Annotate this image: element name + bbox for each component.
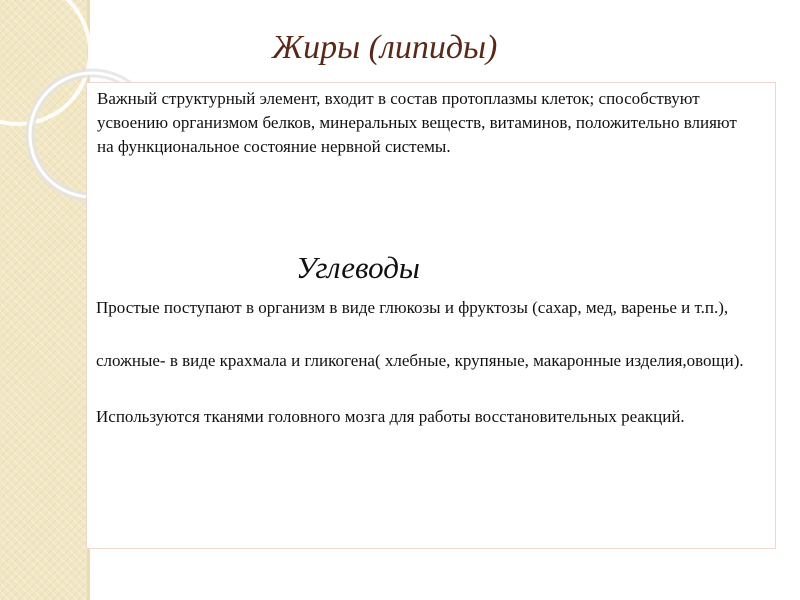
slide-title: Жиры (липиды) (272, 29, 498, 66)
carbs-usage-paragraph: Используются тканями головного мозга для работы восстановительных реакций. (96, 407, 685, 426)
carbs-complex-paragraph: сложные- в виде крахмала и гликогена( хлебные, крупяные, макаронные изделия,овощи). (96, 351, 744, 370)
lipids-paragraph: Важный структурный элемент, входит в состав протоплазмы клеток; способствуют усвоению организмом белков, минеральных веществ, витаминов, положительно влияют на функциональное состояние нервной системы. (97, 89, 737, 156)
upper-ring (0, 0, 90, 124)
carbs-simple-paragraph: Простые поступают в организм в виде глюкозы и фруктозы (сахар, мед, варенье и т.п.), (96, 298, 729, 317)
carbs-heading: Углеводы (296, 250, 420, 285)
